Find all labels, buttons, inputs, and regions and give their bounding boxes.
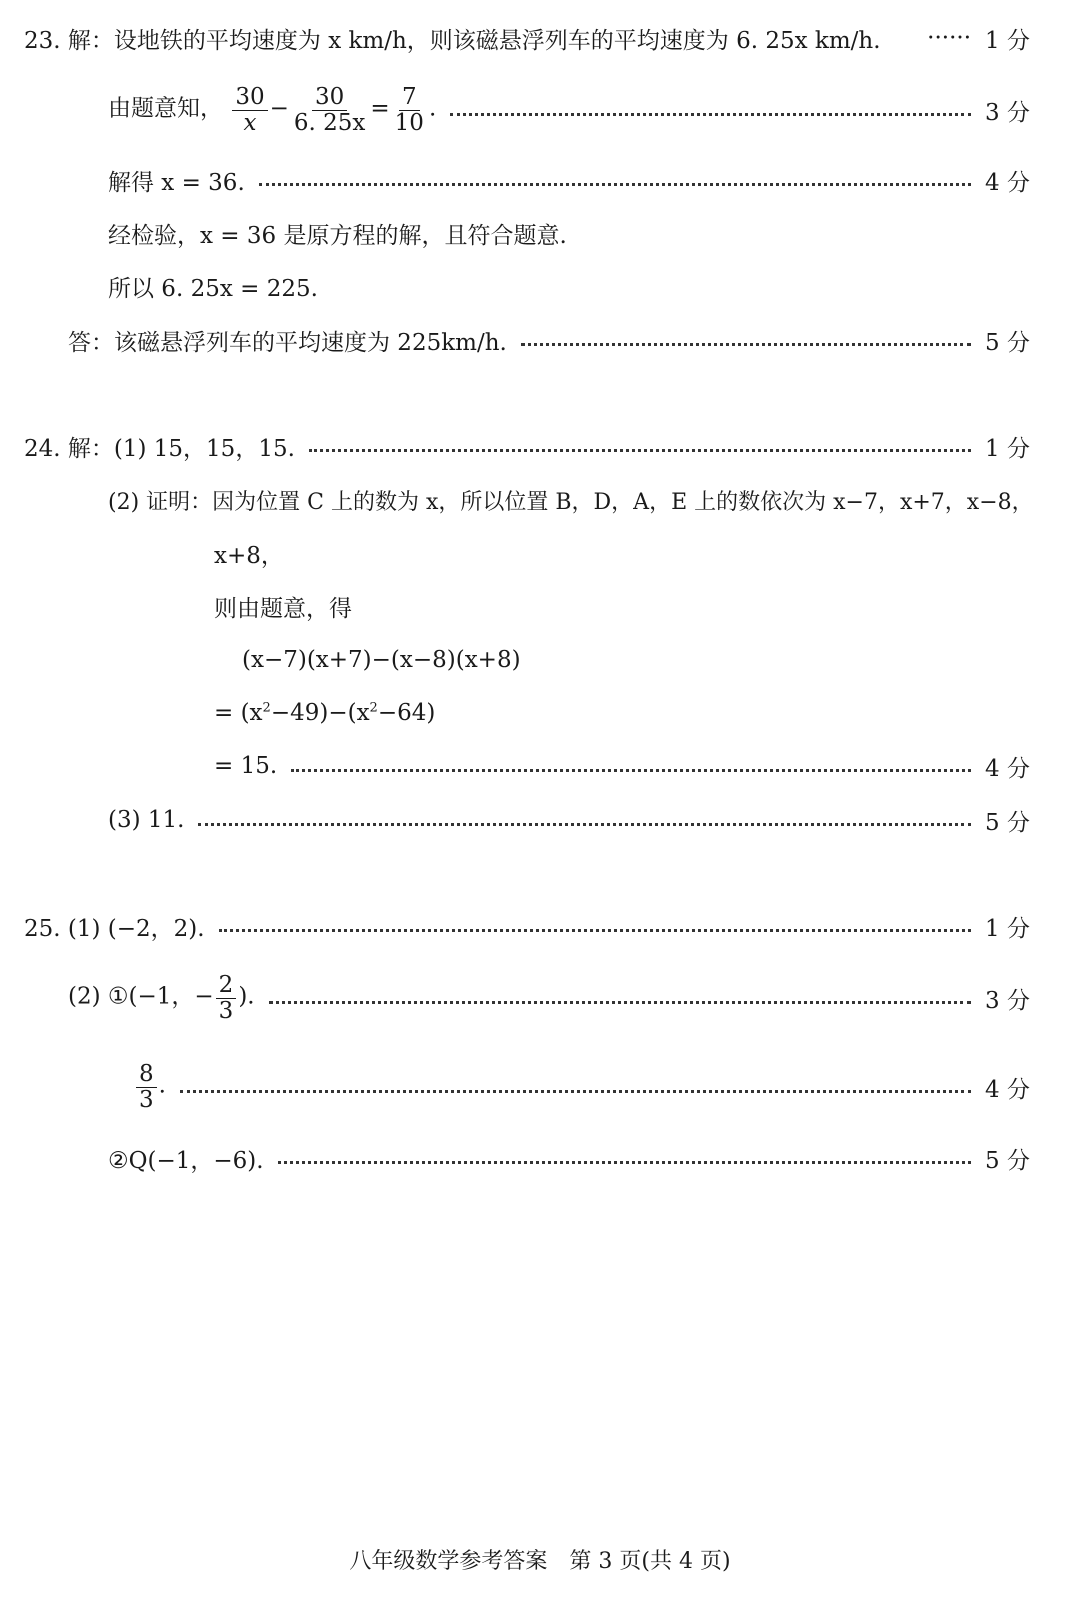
q24-part1: 24. 解：(1) 15，15，15. [24,435,295,462]
q23-check: 经检验，x = 36 是原方程的解，且符合题意. [108,222,567,249]
dot-leader [278,1161,972,1164]
q25-line-2 [0,971,1080,1025]
q23-equation [108,85,436,134]
dot-leader [521,343,971,346]
q23-points-2: 3 分 [985,99,1030,126]
q24-expand: = $(x^2-49)-(x^2-64)$ [214,700,436,726]
q24-points-8: 5 分 [985,809,1030,836]
q23-line-5 [0,266,1080,306]
q24-line-7 [0,746,1080,786]
frac-numerator: 30 [312,85,347,110]
page-footer: 八年级数学参考答案 第 3 页(共 4 页) [349,1549,731,1574]
dot-leader [259,183,971,186]
minus-sign: − [269,96,289,122]
q23-line-3 [0,160,1080,200]
dot-leader [291,769,971,772]
frac-numerator: 2 [216,973,237,998]
dot-leader [450,113,971,116]
dot-leader [309,449,971,452]
q23-points-3: 4 分 [985,169,1030,196]
q24-points-1: 1 分 [985,435,1030,462]
q24-line-3 [0,533,1080,573]
q23-frac-a [232,85,267,134]
q23-points-6: 5 分 [985,329,1030,356]
frac-numerator: 30 [232,85,267,110]
q24-line-8 [0,800,1080,840]
q25-points-2: 3 分 [985,987,1030,1014]
q25-points-1: 1 分 [985,915,1030,942]
q25-part2-2: ②Q(−1，−6). [108,1147,264,1174]
frac-denominator: 10 [394,109,424,136]
q24-line-4 [0,586,1080,626]
q23-points-1: 1 分 [985,27,1030,54]
dot-leader [180,1090,971,1093]
q25-part1: 25. (1) (−2，2). [24,915,205,942]
frac-denominator: 3 [139,1086,154,1113]
frac-numerator: 7 [399,85,420,110]
q25-line-4 [0,1138,1080,1178]
frac-denominator: 6. 25x [293,109,366,136]
q24-line-5 [0,640,1080,680]
q24-by-condition: 则由题意，得 [214,595,352,622]
q25-points-4: 5 分 [985,1147,1030,1174]
q24-line-1 [0,426,1080,466]
q23-eq-prefix: 由题意知， [108,96,223,122]
q23-line-1 [0,18,1080,58]
q24-points-7: 4 分 [985,755,1030,782]
q25-frac-area [136,1062,157,1111]
dot-leader [219,929,971,932]
q23-answer: 答：该磁悬浮列车的平均速度为 225km/h. [68,329,507,356]
q24-value: = 15. [214,753,278,779]
q25-line-3 [0,1058,1080,1116]
q24-expression: (x−7)(x+7)−(x−8)(x+8) [242,647,521,673]
q23-line-2 [0,84,1080,136]
q24-proof-cont: x+8， [214,542,284,569]
q24-proof: (2) 证明：因为位置 C 上的数为 x，所以位置 B，D，A，E 上的数依次为 x−7，x+7，x−8， [108,489,1034,515]
frac-denominator: x [243,109,257,136]
dot-leader [198,823,971,826]
q25-area: $\frac{8}{3}$ . [134,1062,166,1111]
q23-line-4 [0,213,1080,253]
q23-solve: 解得 x = 36. [108,169,245,196]
frac-numerator: 8 [136,1062,157,1087]
q24-part3: (3) 11. [108,807,185,833]
q24-line-2 [0,480,1080,520]
q25-part2: (2) ①(−1，− $\frac{2}{3}$ ). [68,972,255,1024]
frac-denominator: 3 [218,997,234,1024]
q23-frac-c [392,85,427,134]
equals-sign: = [370,96,390,122]
q23-frac-b [291,85,369,134]
q23-result: 所以 6. 25x = 225. [108,275,318,302]
q24-line-6 [0,693,1080,733]
q23-short-dots: ······ [927,25,972,51]
period: . [428,96,437,122]
q23-line-6 [0,320,1080,360]
q23-setup: 23. 解：设地铁的平均速度为 x km/h，则该磁悬浮列车的平均速度为 6. 25x km/h. [24,27,881,54]
q25-points-3: 4 分 [985,1076,1030,1103]
dot-leader [269,1001,971,1004]
q25-frac [216,973,237,1022]
q25-line-1 [0,906,1080,946]
